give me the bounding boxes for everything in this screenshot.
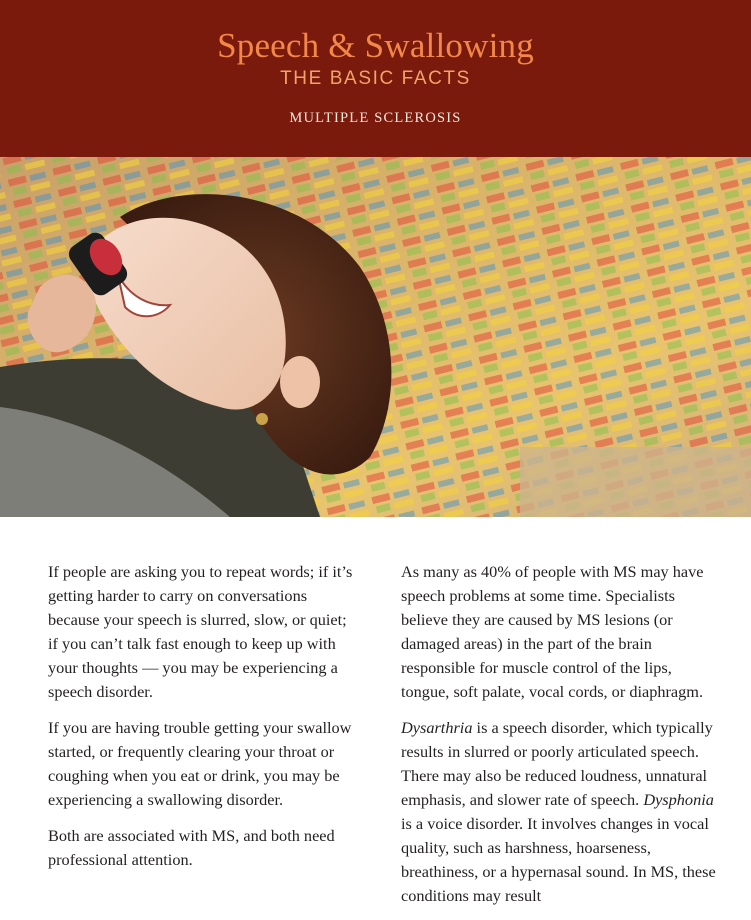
- series-label: MULTIPLE SCLEROSIS: [289, 110, 462, 126]
- right-column: [401, 560, 723, 920]
- prevalence-paragraph: As many as 40% of people with MS may have speech problems at some time. Specialists believe they are caused by MS lesions (or damaged areas) in the part of the brain responsible for muscle control of the lips, tongue, soft palate, vocal cords, or diaphragm.: [401, 562, 704, 701]
- swallowing-paragraph: If you are having trouble getting your swallow started, or frequently clearing your throat or coughing when you eat or drink, you may be experiencing a swallowing disorder.: [48, 718, 352, 809]
- dysarthria-text: is a speech disorder, which typically results in slurred or poorly articulated speech. There may also be reduced loudness, unnatural emphasis, and slower rate of speech.: [401, 718, 713, 809]
- page-title: Speech & Swallowing: [217, 26, 534, 65]
- dysphonia-term: Dysphonia: [643, 790, 714, 809]
- left-column: [48, 560, 358, 884]
- page-subtitle: THE BASIC FACTS: [280, 68, 471, 89]
- attention-paragraph: Both are associated with MS, and both need professional attention.: [48, 826, 335, 869]
- header-banner: [0, 0, 751, 157]
- dysarthria-term: Dysarthria: [401, 718, 473, 737]
- intro-paragraph: If people are asking you to repeat words; if it’s getting harder to carry on conversations because your speech is slurred, slow, or quiet; if you can’t talk fast enough to keep up with your thoughts — you may be experiencing a speech disorder.: [48, 562, 353, 701]
- dysphonia-text: is a voice disorder. It involves changes in vocal quality, such as harshness, hoarseness, breathiness, or a hypernasal sound. In MS, these conditions may result: [401, 814, 716, 905]
- definitions-paragraph: [401, 716, 723, 908]
- hero-photo: [0, 157, 751, 517]
